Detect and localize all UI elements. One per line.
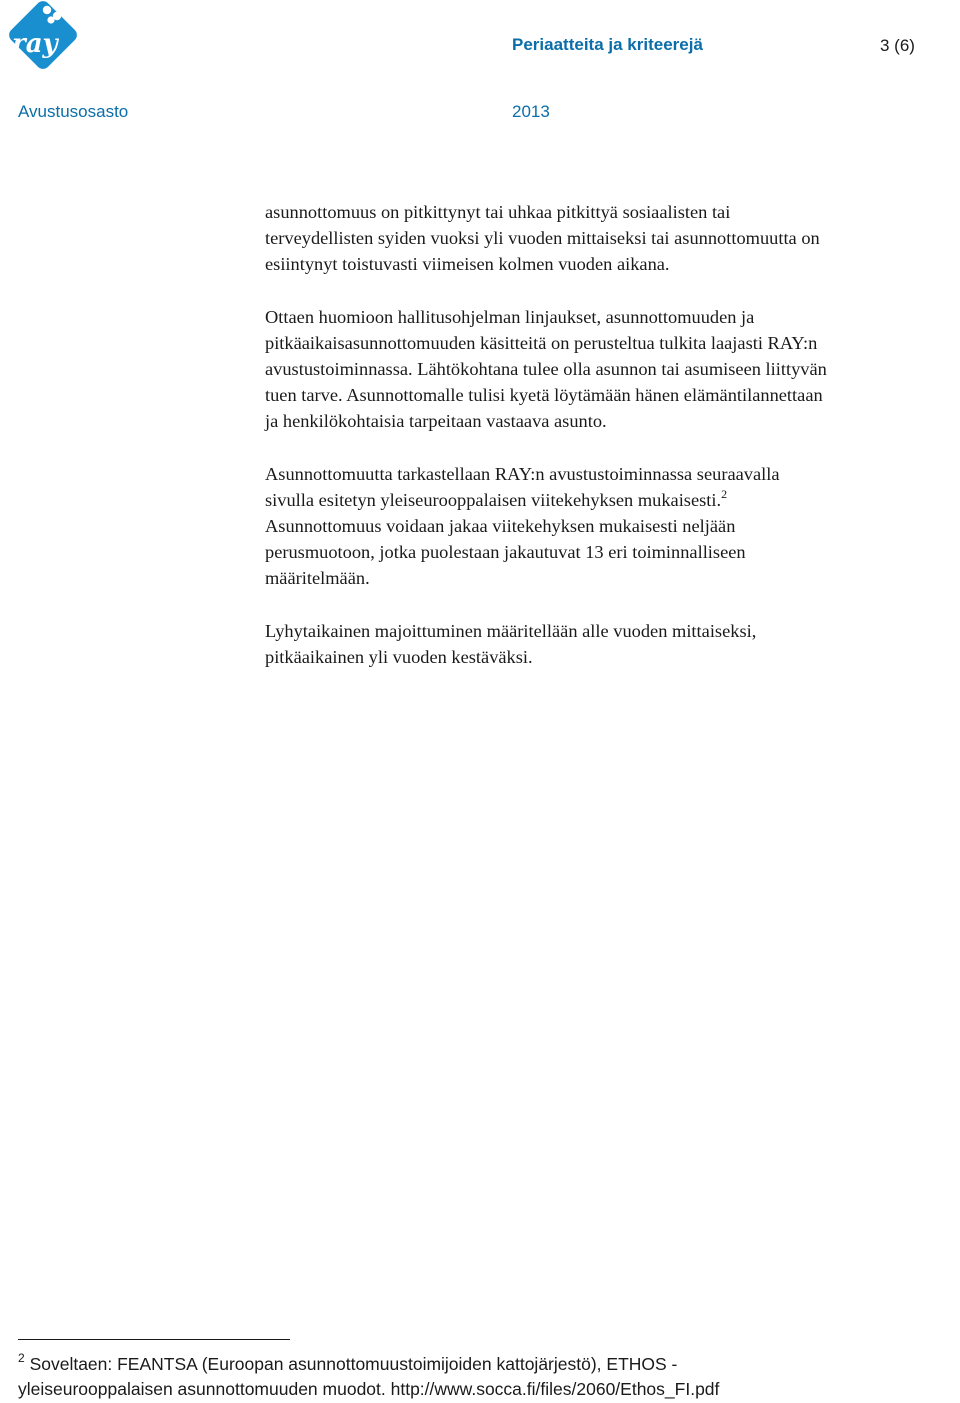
paragraph-3 bbox=[265, 461, 955, 591]
footnote bbox=[18, 1352, 948, 1402]
text-line: määritelmään. bbox=[265, 568, 370, 588]
text-line: Asunnottomuutta tarkastellaan RAY:n avustustoiminnassa seuraavalla bbox=[265, 464, 780, 484]
ray-logo bbox=[0, 0, 84, 84]
paragraph-2 bbox=[265, 304, 955, 434]
text-line: asunnottomuus on pitkittynyt tai uhkaa pitkittyä sosiaalisten tai bbox=[265, 202, 731, 222]
footnote-line bbox=[18, 1352, 948, 1377]
text-line: esiintynyt toistuvasti viimeisen kolmen vuoden aikana. bbox=[265, 254, 670, 274]
footnote-divider bbox=[18, 1339, 290, 1340]
text-line: terveydellisten syiden vuoksi yli vuoden mittaiseksi tai asunnottomuutta on bbox=[265, 228, 820, 248]
text-line: Asunnottomuus voidaan jakaa viitekehyksen mukaisesti neljään bbox=[265, 516, 736, 536]
text-line: ja henkilökohtaisia tarpeitaan vastaava asunto. bbox=[265, 411, 607, 431]
text-line: perusmuotoon, jotka puolestaan jakautuvat 13 eri toiminnalliseen bbox=[265, 542, 746, 562]
document-year: 2013 bbox=[512, 102, 550, 121]
body-text bbox=[265, 199, 955, 697]
text-line: pitkäaikaisasunnottomuuden käsitteitä on perusteltua tulkita laajasti RAY:n bbox=[265, 333, 818, 353]
page-number: 3 (6) bbox=[880, 36, 915, 55]
paragraph-1 bbox=[265, 199, 955, 277]
footnote-number: 2 bbox=[18, 1351, 25, 1365]
text-line: Lyhytaikainen majoittuminen määritellään alle vuoden mittaiseksi, bbox=[265, 621, 757, 641]
paragraph-4 bbox=[265, 618, 955, 670]
document-title: Periaatteita ja kriteerejä bbox=[512, 35, 703, 54]
text-line-with-footnote bbox=[265, 487, 955, 513]
logo-text: ray bbox=[12, 29, 58, 59]
footnote-text: Soveltaen: FEANTSA (Euroopan asunnottomuustoimijoiden kattojärjestö), ETHOS - bbox=[29, 1354, 678, 1374]
text-line: Ottaen huomioon hallitusohjelman linjaukset, asunnottomuuden ja bbox=[265, 307, 755, 327]
text-line: pitkäaikainen yli vuoden kestäväksi. bbox=[265, 647, 533, 667]
text-line: avustustoiminnassa. Lähtökohtana tulee olla asunnon tai asumiseen liittyvän bbox=[265, 359, 827, 379]
text-line: tuen tarve. Asunnottomalle tulisi kyetä löytämään hänen elämäntilannettaan bbox=[265, 385, 823, 405]
department-name: Avustusosasto bbox=[18, 102, 129, 121]
text-segment: sivulla esitetyn yleiseurooppalaisen viitekehyksen mukaisesti. bbox=[265, 490, 722, 510]
footnote-reference[interactable]: 2 bbox=[721, 487, 728, 501]
footnote-source-link[interactable]: yleiseurooppalaisen asunnottomuuden muodot. http://www.socca.fi/files/2060/Ethos_FI.pdf bbox=[18, 1379, 720, 1399]
